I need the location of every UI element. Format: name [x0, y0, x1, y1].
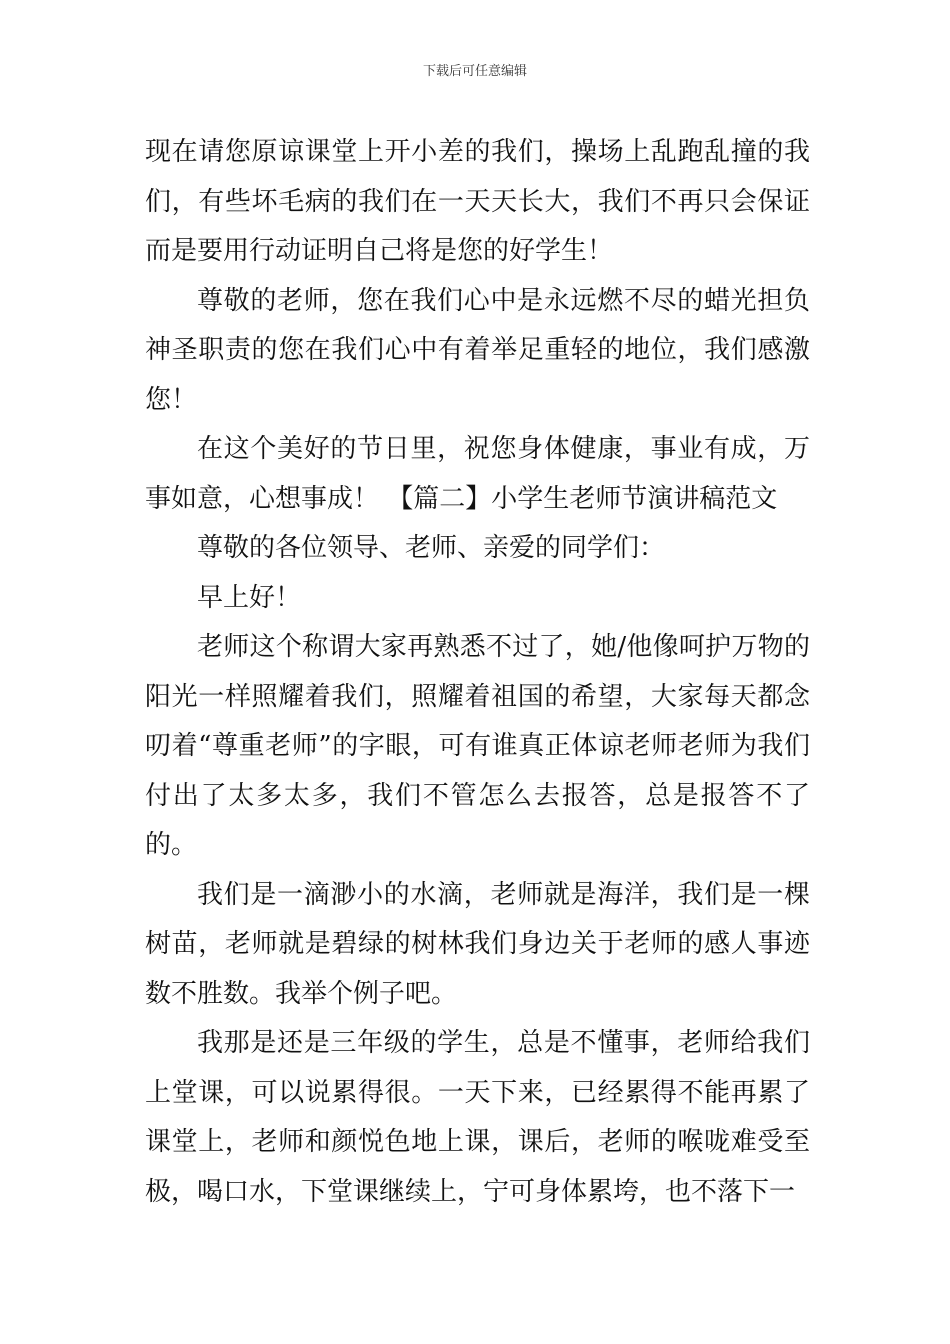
paragraph-8: 我那是还是三年级的学生，总是不懂事，老师给我们上堂课，可以说累得很。一天下来，已经累得不能再累了课堂上，老师和颜悦色地上课，课后，老师的喉咙难受至极，喝口水，下堂课继续上，宁可身体累垮，也不落下一: [145, 1028, 810, 1207]
document-body: [145, 128, 810, 1217]
paragraph-4: 尊敬的各位领导、老师、亲爱的同学们：: [197, 533, 666, 563]
paragraph-7: 我们是一滴渺小的水滴，老师就是海洋，我们是一棵树苗，老师就是碧绿的树林我们身边关于老师的感人事迹数不胜数。我举个例子吧。: [145, 879, 810, 1009]
page-header: 下载后可任意编辑: [422, 64, 527, 79]
paragraph-3: 在这个美好的节日里，祝您身体健康，事业有成，万事如意，心想事成！ 【篇二】小学生老师节演讲稿范文: [145, 434, 810, 514]
paragraph-6: 老师这个称谓大家再熟悉不过了，她/他像呵护万物的阳光一样照耀着我们，照耀着祖国的希望，大家每天都念叨着“尊重老师”的字眼，可有谁真正体谅老师老师为我们付出了太多太多，我们不管怎么去报答，总是报答不了的。: [145, 632, 810, 860]
paragraph-5: 早上好！: [197, 582, 302, 613]
paragraph-1: 现在请您原谅课堂上开小差的我们，操场上乱跑乱撞的我们，有些坏毛病的我们在一天天长大，我们不再只会保证而是要用行动证明自己将是您的好学生！: [145, 137, 810, 266]
paragraph-2: 尊敬的老师，您在我们心中是永远燃不尽的蜡光担负神圣职责的您在我们心中有着举足重轻的地位，我们感激您！: [145, 285, 810, 415]
